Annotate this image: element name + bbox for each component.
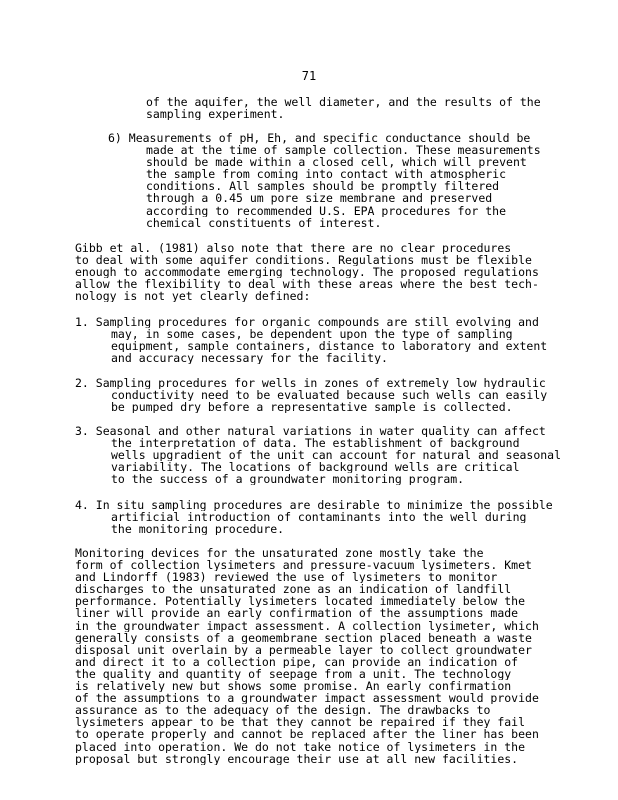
text-line: performance. Potentially lysimeters located immediately below the	[75, 595, 526, 608]
text-line: 2. Sampling procedures for wells in zones of extremely low hydraulic	[75, 377, 546, 390]
text-line: variability. The locations of background wells are critical	[111, 461, 520, 474]
text-line: in the groundwater impact assessment. A collection lysimeter, which	[75, 619, 539, 632]
text-line: wells upgradient of the unit can account for natural and seasonal	[111, 449, 562, 462]
text-line: conductivity need to be evaluated because such wells can easily	[111, 389, 548, 402]
text-line: according to recommended U.S. EPA procedures for the	[146, 204, 507, 217]
text-line: Monitoring devices for the unsaturated zone mostly take the	[75, 547, 484, 560]
list-item-2	[75, 377, 548, 414]
text-line: enough to accommodate emerging technology. The proposed regulations	[75, 266, 539, 279]
text-line: form of collection lysimeters and pressure-vacuum lysimeters. Kmet	[75, 559, 532, 572]
text-line: lysimeters appear to be that they cannot be repaired if they fail	[75, 716, 526, 729]
monitoring-paragraph	[75, 547, 539, 765]
list-item-4	[75, 499, 553, 536]
text-line: liner will provide an early confirmation of the assumptions made	[75, 607, 519, 620]
text-line: assurance as to the adequacy of the design. The drawbacks to	[75, 704, 491, 717]
text-line: through a 0.45 um pore size membrane and preserved	[146, 192, 493, 205]
text-line: discharges to the unsaturated zone as an indication of landfill	[75, 583, 512, 596]
text-line: should be made within a closed cell, which will prevent	[146, 156, 527, 169]
text-line: 6) Measurements of pH, Eh, and specific conductance should be	[108, 132, 531, 145]
text-line: made at the time of sample collection. These measurements	[146, 144, 541, 157]
text-line: is relatively new but shows some promise. An early confirmation	[75, 680, 512, 693]
text-line: be pumped dry before a representative sample is collected.	[111, 401, 513, 414]
text-line: chemical constituents of interest.	[146, 216, 382, 229]
text-line: and direct it to a collection pipe, can provide an indication of	[75, 655, 519, 668]
text-line: to deal with some aquifer conditions. Regulations must be flexible	[75, 254, 532, 267]
text-line: nology is not yet clearly defined:	[75, 290, 311, 303]
page-number: 71	[301, 69, 317, 83]
gibb-paragraph	[75, 242, 539, 302]
text-line: the interpretation of data. The establishment of background	[111, 437, 520, 450]
text-line: may, in some cases, be dependent upon the type of sampling	[111, 328, 513, 341]
text-line: Gibb et al. (1981) also note that there are no clear procedures	[75, 242, 512, 255]
text-line: the sample from coming into contact with atmospheric	[146, 168, 507, 181]
text-line: equipment, sample containers, distance to laboratory and extent	[111, 340, 548, 353]
list-item-3	[75, 425, 562, 486]
text-line: to operate properly and cannot be replaced after the liner has been	[75, 728, 539, 741]
text-line: the quality and quantity of seepage from a unit. The technology	[75, 667, 512, 681]
continued-list-item	[146, 96, 541, 120]
text-line: generally consists of a geomembrane section placed beneath a waste	[75, 631, 532, 644]
text-line: of the aquifer, the well diameter, and the results of the	[146, 96, 541, 109]
text-line: of the assumptions to a groundwater impact assessment would provide	[75, 692, 539, 705]
text-line: sampling experiment.	[146, 108, 285, 121]
text-line: and Lindorff (1983) reviewed the use of lysimeters to monitor	[75, 571, 498, 584]
text-line: to the success of a groundwater monitoring program.	[111, 473, 465, 486]
text-line: the monitoring procedure.	[111, 523, 285, 536]
text-line: disposal unit overlain by a permeable layer to collect groundwater	[75, 643, 532, 656]
text-line: and accuracy necessary for the facility.	[111, 352, 388, 365]
text-line: conditions. All samples should be promptly filtered	[146, 180, 500, 193]
text-line: 3. Seasonal and other natural variations in water quality can affect	[75, 425, 546, 438]
text-line: placed into operation. We do not take notice of lysimeters in the	[75, 740, 526, 753]
text-line: 4. In situ sampling procedures are desirable to minimize the possible	[75, 499, 553, 512]
text-line: proposal but strongly encourage their use at all new facilities.	[75, 752, 519, 765]
text-line: artificial introduction of contaminants into the well during	[111, 511, 527, 524]
text-line: 1. Sampling procedures for organic compounds are still evolving and	[75, 316, 539, 329]
text-line: allow the flexibility to deal with these areas where the best tech-	[75, 278, 539, 291]
list-item-1	[75, 316, 548, 365]
list-item-6	[108, 132, 541, 229]
